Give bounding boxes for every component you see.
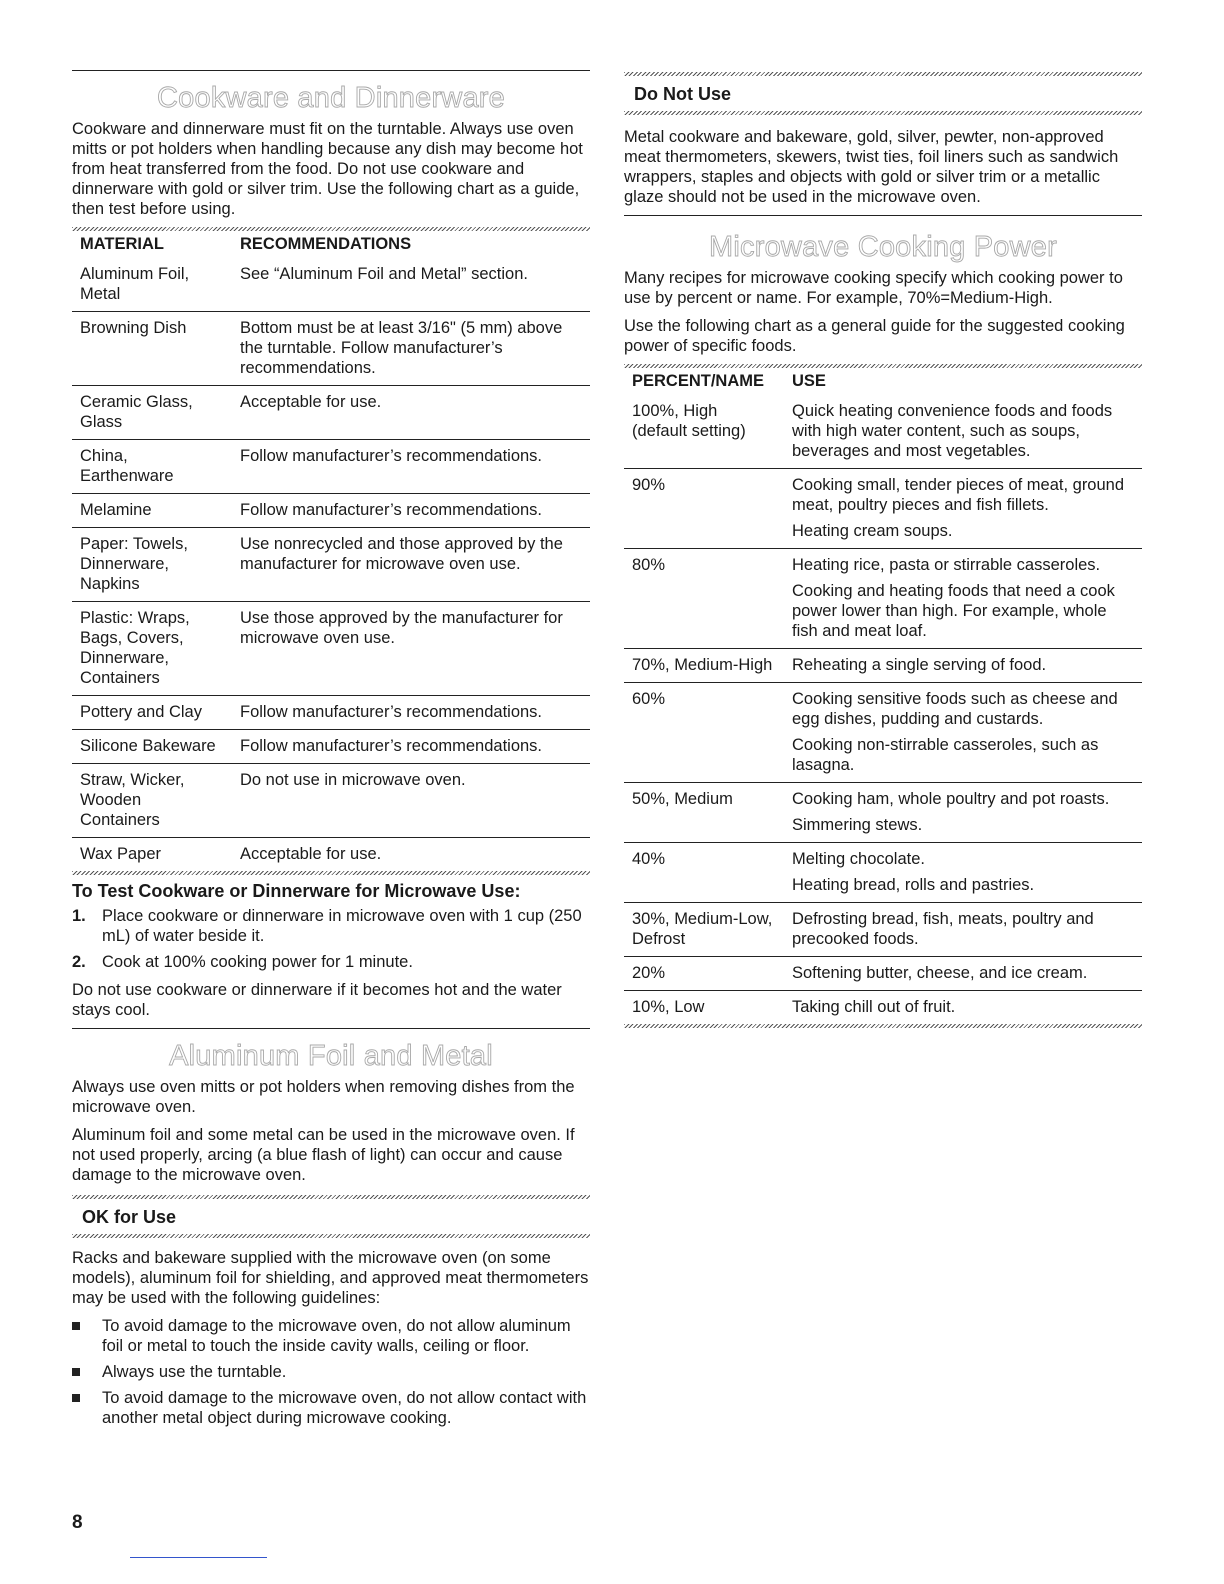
table-row bbox=[624, 991, 1142, 1025]
use-line: Cooking and heating foods that need a cook power lower than high. For example, whole fish and meat loaf. bbox=[792, 582, 1115, 640]
hatch-divider bbox=[72, 1234, 590, 1238]
hatch-divider bbox=[624, 1024, 1142, 1028]
section-rule bbox=[72, 70, 590, 71]
material-cell: Melamine bbox=[80, 501, 152, 519]
recommendation-cell: Follow manufacturer’s recommendations. bbox=[240, 703, 543, 721]
power-use-cell bbox=[784, 783, 1142, 843]
recommendation-cell: Use those approved by the manufacturer for microwave oven use. bbox=[240, 609, 563, 647]
table-row bbox=[624, 683, 1142, 783]
power-use-cell bbox=[784, 469, 1142, 549]
use-line: Melting chocolate. bbox=[792, 850, 925, 868]
use-line: Cooking small, tender pieces of meat, ground meat, poultry pieces and fish fillets. bbox=[792, 476, 1125, 514]
material-cell: Silicone Bakeware bbox=[80, 737, 216, 755]
use-line: Heating bread, rolls and pastries. bbox=[792, 876, 1035, 894]
aluminum-section-title: Aluminum Foil and Metal bbox=[169, 1040, 493, 1072]
cookware-table-header bbox=[72, 231, 590, 258]
section-rule bbox=[624, 215, 1142, 216]
table-row bbox=[72, 838, 590, 872]
table-row bbox=[624, 469, 1142, 549]
table-row bbox=[624, 783, 1142, 843]
test-note: Do not use cookware or dinnerware if it becomes hot and the water stays cool. bbox=[72, 981, 562, 1019]
test-step bbox=[72, 906, 590, 946]
bullet-item bbox=[72, 1388, 590, 1428]
percent-name-header: PERCENT/NAME bbox=[632, 372, 765, 390]
step-number: 1. bbox=[72, 907, 86, 925]
table-row bbox=[72, 730, 590, 764]
left-column bbox=[72, 70, 590, 1436]
bullet-text: Always use the turntable. bbox=[102, 1363, 287, 1381]
cookware-table-body bbox=[72, 258, 590, 871]
bullet-item bbox=[72, 1316, 590, 1356]
power-use-cell bbox=[784, 395, 1142, 469]
step-text: Cook at 100% cooking power for 1 minute. bbox=[102, 953, 413, 971]
recommendation-cell: Bottom must be at least 3/16" (5 mm) above the turntable. Follow manufacturer’s recommendations. bbox=[240, 319, 563, 377]
power-para-2: Use the following chart as a general guide for the suggested cooking power of specific foods. bbox=[624, 317, 1125, 355]
ok-for-use-heading: OK for Use bbox=[82, 1207, 177, 1227]
use-line: Taking chill out of fruit. bbox=[792, 998, 956, 1016]
power-table bbox=[624, 368, 1142, 1024]
aluminum-para-1: Always use oven mitts or pot holders when removing dishes from the microwave oven. bbox=[72, 1078, 575, 1116]
table-row bbox=[72, 764, 590, 838]
table-row bbox=[72, 386, 590, 440]
table-row bbox=[624, 395, 1142, 469]
recommendation-cell: Follow manufacturer’s recommendations. bbox=[240, 737, 543, 755]
bullet-item bbox=[72, 1362, 590, 1382]
power-table-body bbox=[624, 395, 1142, 1024]
material-cell: Browning Dish bbox=[80, 319, 187, 337]
aluminum-para-2: Aluminum foil and some metal can be used in the microwave oven. If not used properly, arcing (a blue flash of light) can occur and cause damage to the microwave oven. bbox=[72, 1126, 575, 1184]
table-row bbox=[624, 843, 1142, 903]
power-name-cell: 60% bbox=[632, 690, 666, 708]
use-line: Heating rice, pasta or stirrable casseroles. bbox=[792, 556, 1101, 574]
use-line: Cooking ham, whole poultry and pot roasts. bbox=[792, 790, 1110, 808]
table-row bbox=[72, 312, 590, 386]
use-line: Simmering stews. bbox=[792, 816, 923, 834]
power-use-cell bbox=[784, 957, 1142, 991]
do-not-use-heading: Do Not Use bbox=[634, 84, 732, 104]
material-cell: Paper: Towels, Dinnerware, Napkins bbox=[80, 535, 188, 593]
power-name-cell: 50%, Medium bbox=[632, 790, 733, 808]
power-name-cell: 20% bbox=[632, 964, 666, 982]
hatch-divider bbox=[72, 871, 590, 875]
table-row bbox=[72, 528, 590, 602]
recommendation-cell: Use nonrecycled and those approved by the manufacturer for microwave oven use. bbox=[240, 535, 563, 573]
power-use-cell bbox=[784, 549, 1142, 649]
material-cell: Wax Paper bbox=[80, 845, 162, 863]
table-row bbox=[72, 440, 590, 494]
power-name-cell: 10%, Low bbox=[632, 998, 705, 1016]
step-number: 2. bbox=[72, 953, 86, 971]
recommendations-header: RECOMMENDATIONS bbox=[240, 235, 412, 253]
test-step bbox=[72, 952, 590, 972]
cookware-intro: Cookware and dinnerware must fit on the turntable. Always use oven mitts or pot holders when handling because any dish may become hot from heat transferred from the food. Do not use cookware and dinnerware with gold or silver trim. Use the following chart as a guide, then test before using. bbox=[72, 120, 583, 218]
use-header: USE bbox=[792, 372, 826, 390]
material-cell: Plastic: Wraps, Bags, Covers, Dinnerware, Containers bbox=[80, 609, 190, 687]
power-name-cell: 40% bbox=[632, 850, 666, 868]
use-line: Reheating a single serving of food. bbox=[792, 656, 1047, 674]
power-use-cell bbox=[784, 991, 1142, 1025]
right-column bbox=[624, 72, 1142, 1028]
bullet-text: To avoid damage to the microwave oven, do not allow aluminum foil or metal to touch the inside cavity walls, ceiling or floor. bbox=[102, 1317, 571, 1355]
bottom-link-line bbox=[130, 1557, 267, 1558]
table-row bbox=[624, 649, 1142, 683]
square-bullet-icon bbox=[72, 1368, 80, 1376]
power-para-1: Many recipes for microwave cooking specify which cooking power to use by percent or name. For example, 70%=Medium-High. bbox=[624, 269, 1123, 307]
page-number: 8 bbox=[72, 1512, 83, 1533]
step-text: Place cookware or dinnerware in microwave oven with 1 cup (250 mL) of water beside it. bbox=[102, 907, 582, 945]
material-header: MATERIAL bbox=[80, 235, 165, 253]
table-row bbox=[72, 494, 590, 528]
recommendation-cell: Follow manufacturer’s recommendations. bbox=[240, 447, 543, 465]
test-heading: To Test Cookware or Dinnerware for Microwave Use: bbox=[72, 881, 521, 901]
material-cell: Pottery and Clay bbox=[80, 703, 202, 721]
recommendation-cell: Do not use in microwave oven. bbox=[240, 771, 466, 789]
power-name-cell: 30%, Medium-Low, Defrost bbox=[632, 910, 773, 948]
table-row bbox=[624, 549, 1142, 649]
recommendation-cell: Acceptable for use. bbox=[240, 845, 382, 863]
power-table-header bbox=[624, 368, 1142, 395]
material-cell: Aluminum Foil, Metal bbox=[80, 265, 190, 303]
power-name-cell: 80% bbox=[632, 556, 666, 574]
power-use-cell bbox=[784, 903, 1142, 957]
table-row bbox=[72, 696, 590, 730]
power-use-cell bbox=[784, 683, 1142, 783]
use-line: Softening butter, cheese, and ice cream. bbox=[792, 964, 1088, 982]
do-not-use-text: Metal cookware and bakeware, gold, silver, pewter, non-approved meat thermometers, skewers, twist ties, foil liners such as sandwich wrappers, staples and objects with gold or silver trim or a metallic glaze should not be used in the microwave oven. bbox=[624, 128, 1119, 206]
ok-bullets-list bbox=[72, 1316, 590, 1428]
cookware-table bbox=[72, 231, 590, 871]
test-steps-list bbox=[72, 906, 590, 972]
section-rule bbox=[72, 1028, 590, 1029]
ok-for-use-text: Racks and bakeware supplied with the microwave oven (on some models), aluminum foil for shielding, and approved meat thermometers may be used with the following guidelines: bbox=[72, 1249, 589, 1307]
power-name-cell: 100%, High (default setting) bbox=[632, 402, 746, 440]
bullet-text: To avoid damage to the microwave oven, do not allow contact with another metal object during microwave cooking. bbox=[102, 1389, 587, 1427]
table-row bbox=[624, 957, 1142, 991]
table-row bbox=[624, 903, 1142, 957]
recommendation-cell: Follow manufacturer’s recommendations. bbox=[240, 501, 543, 519]
use-line: Cooking non-stirrable casseroles, such as lasagna. bbox=[792, 736, 1099, 774]
recommendation-cell: Acceptable for use. bbox=[240, 393, 382, 411]
material-cell: China, Earthenware bbox=[80, 447, 174, 485]
material-cell: Ceramic Glass, Glass bbox=[80, 393, 193, 431]
recommendation-cell: See “Aluminum Foil and Metal” section. bbox=[240, 265, 528, 283]
square-bullet-icon bbox=[72, 1322, 80, 1330]
square-bullet-icon bbox=[72, 1394, 80, 1402]
table-row bbox=[72, 602, 590, 696]
use-line: Cooking sensitive foods such as cheese and egg dishes, pudding and custards. bbox=[792, 690, 1118, 728]
use-line: Quick heating convenience foods and foods with high water content, such as soups, beverages and most vegetables. bbox=[792, 402, 1113, 460]
use-line: Heating cream soups. bbox=[792, 522, 953, 540]
material-cell: Straw, Wicker, Wooden Containers bbox=[80, 771, 185, 829]
power-use-cell bbox=[784, 843, 1142, 903]
power-name-cell: 90% bbox=[632, 476, 666, 494]
power-section-title: Microwave Cooking Power bbox=[709, 231, 1057, 263]
power-use-cell bbox=[784, 649, 1142, 683]
hatch-divider bbox=[624, 111, 1142, 115]
use-line: Defrosting bread, fish, meats, poultry and precooked foods. bbox=[792, 910, 1094, 948]
table-row bbox=[72, 258, 590, 312]
power-name-cell: 70%, Medium-High bbox=[632, 656, 773, 674]
cookware-section-title: Cookware and Dinnerware bbox=[157, 82, 505, 114]
